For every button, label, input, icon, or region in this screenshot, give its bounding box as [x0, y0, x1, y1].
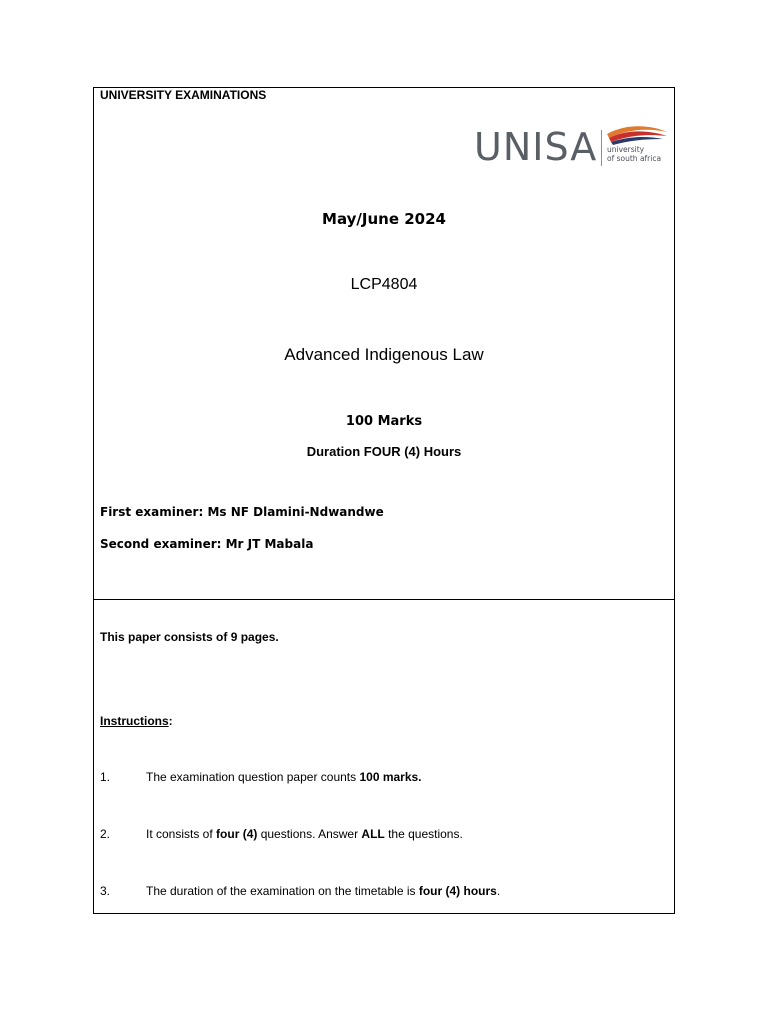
module-code: LCP4804	[350, 276, 418, 293]
instruction-text-part: The duration of the examination on the timetable is	[146, 884, 419, 898]
instruction-text-part: The examination question paper counts	[146, 770, 360, 784]
exam-duration: Duration FOUR (4) Hours	[306, 444, 462, 459]
instruction-text-bold: ALL	[361, 827, 385, 841]
exam-date: May/June 2024	[322, 210, 446, 228]
instruction-text-bold: four (4)	[216, 827, 258, 841]
instruction-text-part: questions. Answer	[257, 827, 362, 841]
second-examiner: Second examiner: Mr JT Mabala	[100, 537, 314, 551]
header-label: UNIVERSITY EXAMINATIONS	[100, 88, 267, 102]
module-title: Advanced Indigenous Law	[284, 345, 484, 364]
logo-subtitle	[607, 145, 661, 163]
exam-cover-frame	[93, 87, 675, 914]
logo-wordmark: UNISA	[474, 125, 598, 169]
instructions-colon: :	[168, 714, 173, 728]
instruction-number: 3.	[100, 884, 111, 898]
instruction-text	[146, 770, 422, 784]
logo-sub-line1: university	[607, 145, 645, 154]
pages-note: This paper consists of 9 pages.	[100, 630, 279, 644]
swoosh-icon	[605, 124, 669, 146]
first-examiner: First examiner: Ms NF Dlamini-Ndwandwe	[100, 505, 384, 519]
logo-separator	[601, 130, 602, 166]
instruction-text-bold: four (4) hours	[418, 884, 497, 898]
logo-sub-line2: of south africa	[607, 154, 662, 163]
instruction-text	[146, 884, 500, 898]
instructions-heading	[100, 714, 173, 728]
instruction-text	[146, 827, 463, 841]
instruction-text-part: the questions.	[384, 827, 463, 841]
unisa-logo	[474, 124, 669, 170]
instruction-number: 1.	[100, 770, 111, 784]
instruction-text-bold: 100 marks.	[359, 770, 422, 784]
instruction-number: 2.	[100, 827, 111, 841]
section-divider	[94, 599, 674, 600]
instruction-text-part: .	[496, 884, 501, 898]
instructions-heading-text: Instructions	[100, 714, 169, 728]
total-marks: 100 Marks	[345, 414, 423, 429]
instruction-text-part: It consists of	[146, 827, 217, 841]
